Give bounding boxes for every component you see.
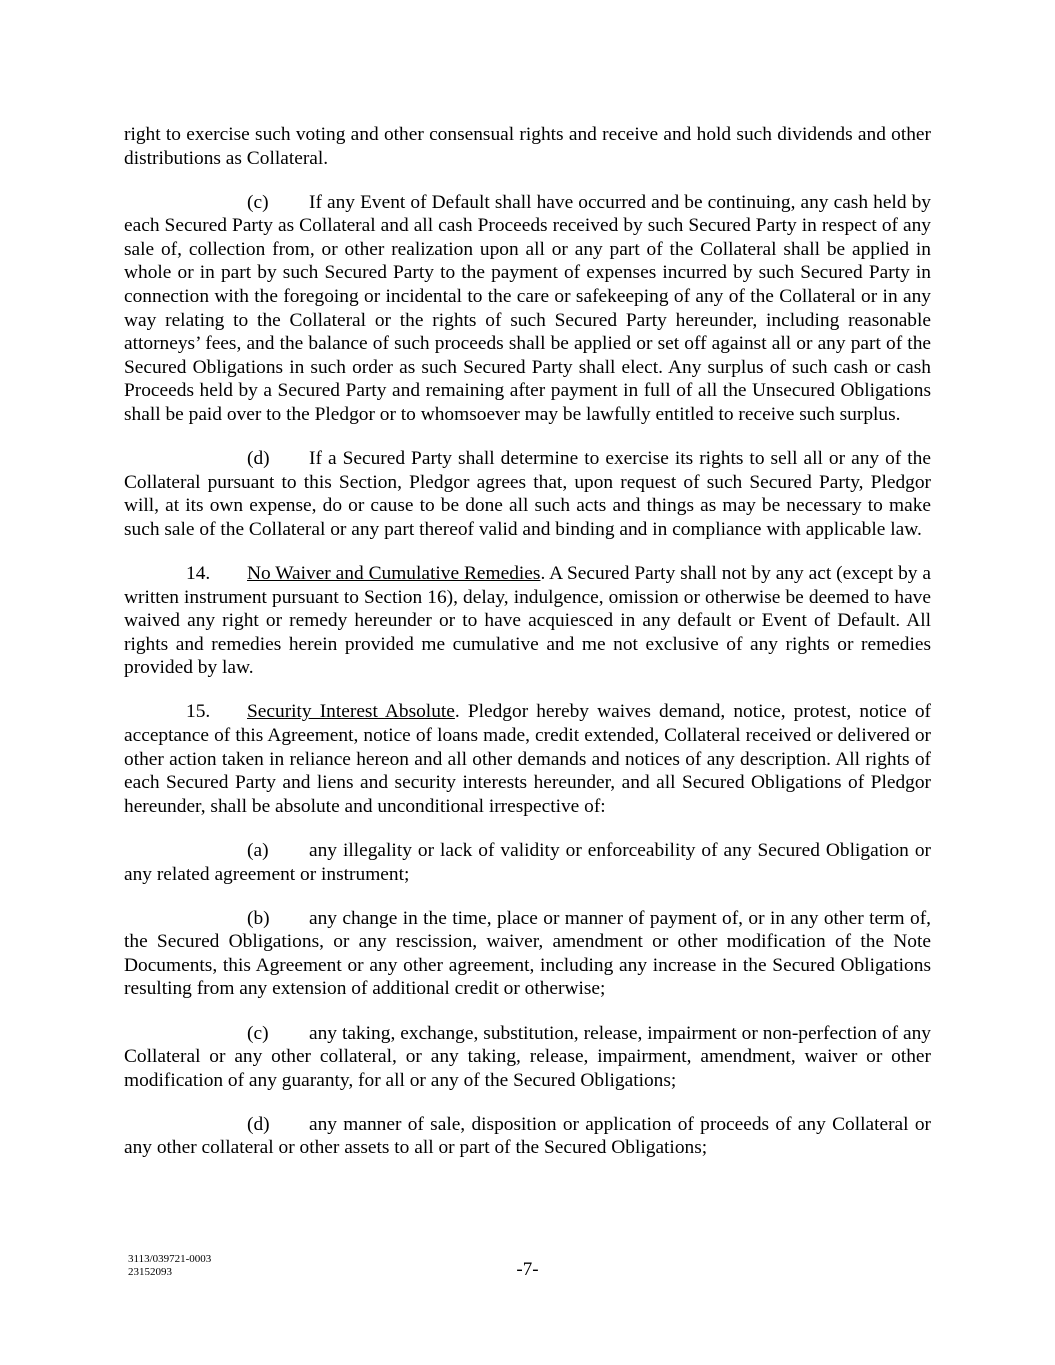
- paragraph-label: (c): [247, 1022, 269, 1044]
- paragraph-15b: [124, 907, 931, 1001]
- section-heading: Security Interest Absolute: [247, 701, 455, 723]
- paragraph-text: any taking, exchange, substitution, release, impairment or non-perfection of any Collateral or any other collateral, or any taking, release, impairment, amendment, waiver or other modification of any guaranty, for all or any of the Secured Obligations;: [124, 1022, 931, 1091]
- paragraph-intro-continuation: right to exercise such voting and other consensual rights and receive and hold such dividends and other distributions as Collateral.: [124, 124, 931, 169]
- paragraph-15c: [124, 1022, 931, 1093]
- footer-doc-id-line2: 23152093: [128, 1266, 172, 1278]
- paragraph-label: (a): [247, 839, 269, 861]
- section-number: 15.: [186, 701, 211, 723]
- paragraph-text: any change in the time, place or manner of payment of, or in any other term of, the Secured Obligations, or any rescission, waiver, amendment or other modification of the Note Documents, this Agreement or any other agreement, including any increase in the Secured Obligations resulting from any extension of additional credit or otherwise;: [124, 907, 931, 1000]
- section-text: . A Secured Party shall not by any act (except by a written instrument pursuant to Section 16), delay, indulgence, omission or otherwise be deemed to have waived any right or remedy hereunder or to have acquiesced in any default or Event of Default. All rights and remedies herein provided me cumulative and me not exclusive of any rights or remedies provided by law.: [124, 563, 931, 679]
- section-text: . Pledgor hereby waives demand, notice, protest, notice of acceptance of this Agreement, notice of loans made, credit extended, Collateral received or delivered or other action taken in reliance hereon and all other demands and notices of any description. All rights of each Secured Party and liens and security interests hereunder, and all Secured Obligations of Pledgor hereunder, shall be absolute and unconditional irrespective of:: [124, 701, 931, 817]
- paragraph-label: (b): [247, 907, 270, 929]
- paragraph-text: If any Event of Default shall have occurred and be continuing, any cash held by each Secured Party as Collateral and all cash Proceeds received by such Secured Party in respect of any sale of, collection from, or other realization upon all or any part of the Collateral shall be applied in whole or in part by such Secured Party to the payment of expenses incurred by such Secured Party in connection with the foregoing or incidental to the care or safekeeping of any of the Collateral or in any way relating to the Collateral or the rights of such Secured Party hereunder, including reasonable attorneys’ fees, and the balance of such proceeds shall be applied or set off against all or any part of the Secured Obligations in such order as such Secured Party shall elect. Any surplus of such cash or cash Proceeds held by a Secured Party and remaining after payment in full of all the Unsecured Obligations shall be paid over to the Pledgor or to whomsoever may be lawfully entitled to receive such surplus.: [124, 191, 931, 426]
- paragraph-15a: [124, 839, 931, 886]
- paragraph-label: (d): [247, 448, 270, 470]
- page-number: -7-: [516, 1259, 539, 1280]
- paragraph-13c: [124, 191, 931, 427]
- footer-doc-id-line1: 3113/039721-0003: [128, 1253, 212, 1265]
- paragraph-label: (c): [247, 191, 269, 213]
- paragraph-13d: [124, 447, 931, 541]
- paragraph-text: any illegality or lack of validity or enforceability of any Secured Obligation or any related agreement or instrument;: [124, 839, 931, 885]
- paragraph-text: If a Secured Party shall determine to exercise its rights to sell all or any of the Collateral pursuant to this Section, Pledgor agrees that, upon request of such Secured Party, Pledgor will, at its own expense, do or cause to be done all such acts and things as may be necessary to make such sale of the Collateral or any part thereof valid and binding and in compliance with applicable law.: [124, 448, 931, 540]
- document-body: [124, 123, 931, 1180]
- section-14: [124, 562, 931, 680]
- paragraph-label: (d): [247, 1113, 270, 1135]
- section-heading: No Waiver and Cumulative Remedies: [247, 563, 541, 584]
- section-number: 14.: [186, 563, 211, 584]
- paragraph-text: any manner of sale, disposition or application of proceeds of any Collateral or any other collateral or other assets to all or part of the Secured Obligations;: [124, 1113, 931, 1159]
- paragraph-15d: [124, 1113, 931, 1160]
- section-15: [124, 700, 931, 818]
